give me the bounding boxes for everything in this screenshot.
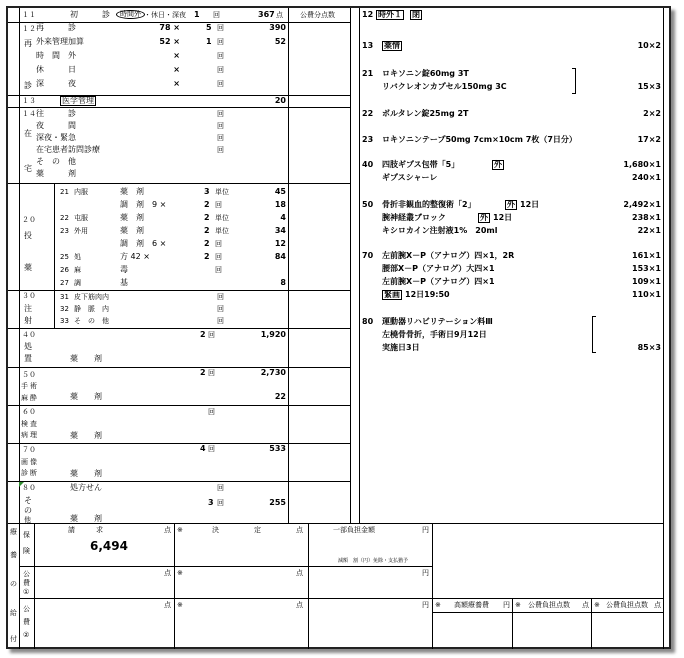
- divider: [8, 481, 350, 482]
- row20-points: 18: [274, 200, 286, 209]
- row30-label: 皮下筋肉内: [74, 293, 109, 301]
- row20-label: 麻: [74, 266, 81, 274]
- seikyu-ten: 点: [164, 526, 171, 534]
- row20-points: 8: [280, 278, 286, 287]
- row11-code: １１: [22, 11, 36, 19]
- kohi1-2: ①: [23, 588, 30, 596]
- row12-unit: 回: [217, 24, 224, 32]
- kohi-futan2-ten: 点: [654, 601, 661, 609]
- row11-points: 367: [258, 10, 275, 19]
- row20-count: 2: [204, 252, 210, 261]
- row11-pt: 点: [276, 11, 283, 19]
- row30-label: そ の 他: [74, 317, 109, 325]
- entry50-box2: 外: [480, 213, 488, 222]
- row11-sub: ・休日・深夜: [144, 11, 186, 19]
- row20-unit: 単位: [215, 214, 229, 222]
- entry70-qty-1: 153×1: [632, 264, 661, 273]
- row12-label: 時 間 外: [36, 51, 76, 60]
- divider: [8, 443, 350, 444]
- row20-points: 45: [274, 187, 286, 196]
- entry40-line-0: 四肢ギプス包帯「5」: [382, 160, 460, 169]
- row20-label: 外用: [74, 227, 88, 235]
- entry50-line-1: 腕神経叢ブロック: [382, 213, 446, 222]
- row12-points: 52: [274, 37, 286, 46]
- row12-count: 1: [206, 37, 212, 46]
- row20-sub: 25: [60, 253, 69, 261]
- row20-unit: 回: [215, 253, 222, 261]
- row20-unit: 回: [215, 266, 222, 274]
- divider: [8, 523, 663, 524]
- entry21-qty: 15×3: [637, 82, 661, 91]
- row50-group-2: 麻: [21, 394, 28, 402]
- side-4: 付: [10, 635, 17, 643]
- ichibu-en: 円: [422, 526, 429, 534]
- seikyu-label: 請 求: [68, 526, 103, 534]
- entry50-tail2: 12日: [493, 213, 513, 222]
- kohi-futan1-ten: 点: [582, 601, 589, 609]
- row12-unit: 回: [217, 80, 224, 88]
- row20-count: 2: [204, 226, 210, 235]
- row40-count: 2: [200, 330, 206, 339]
- entry80-line-0: 運動器リハビリテーション料Ⅲ: [382, 317, 493, 326]
- entry70-line-2: 左前腕X－P（アナログ）四×1: [382, 277, 495, 286]
- row30-sub: 32: [60, 305, 69, 313]
- side-1: 養: [10, 551, 17, 559]
- entry22-qty: 2×2: [643, 109, 661, 118]
- row13-points: 20: [274, 96, 286, 105]
- entry50-code: 50: [362, 200, 374, 209]
- row80-count2: 3: [208, 498, 214, 507]
- entry70-qty-2: 109×1: [632, 277, 661, 286]
- entry23-qty: 17×2: [637, 135, 661, 144]
- row40-group-1: 置: [24, 354, 32, 363]
- row20-unit: 回: [215, 201, 222, 209]
- row70-unit: 回: [208, 445, 215, 453]
- row12-unit: 回: [217, 52, 224, 60]
- kohi1-en: 円: [422, 569, 429, 577]
- row50-drug-points: 22: [274, 392, 286, 401]
- row20-label: 屯服: [74, 214, 88, 222]
- row60-drug: 薬 剤: [70, 431, 102, 440]
- row20-item: 薬 剤: [120, 187, 144, 196]
- row20-label: 内服: [74, 188, 88, 196]
- entry13-box: 薬情: [384, 41, 400, 50]
- entry50-box1: 外: [507, 200, 515, 209]
- row60-group-3: 理: [30, 431, 37, 439]
- row14-group-3: 宅: [24, 164, 32, 173]
- row70-group-3: 断: [30, 469, 37, 477]
- row30-code: ３０: [22, 292, 36, 300]
- entry40-box: 外: [494, 160, 502, 169]
- entry70-box: 緊画: [384, 290, 400, 299]
- row20-item: 薬 剤: [120, 226, 144, 235]
- row20-points: 4: [280, 213, 286, 222]
- entry40-code: 40: [362, 160, 374, 169]
- total-points: 6,494: [90, 539, 128, 553]
- row50-group-3: 酔: [30, 394, 37, 402]
- row70-group-1: 像: [30, 458, 37, 466]
- kohi1-kome: ※: [177, 569, 183, 577]
- row40-code: ４０: [22, 331, 36, 339]
- kogaku-kome: ※: [435, 601, 441, 609]
- entry13-qty: 10×2: [637, 41, 661, 50]
- row40-points: 1,920: [260, 330, 286, 339]
- gengaku-label: 減額 割（円）免除・支払猶予: [338, 558, 409, 564]
- row12-label: 再 診: [36, 23, 76, 32]
- hoken-0: 保: [23, 531, 30, 539]
- entry50-line-2: キシロカイン注射液1% 20ml: [382, 226, 498, 235]
- row50-code: ５０: [22, 371, 36, 379]
- entry12-code: 12: [362, 10, 374, 19]
- divider: [34, 523, 35, 649]
- divider: [8, 328, 350, 329]
- row80-unit: 回: [217, 484, 224, 492]
- divider: [54, 290, 55, 328]
- side-0: 療: [10, 528, 17, 536]
- entry13-code: 13: [362, 41, 374, 50]
- entry70-qty-0: 161×1: [632, 251, 661, 260]
- entry21-line-1: リバクレオンカプセル150mg 3C: [382, 82, 507, 91]
- entry50-qty-0: 2,492×1: [623, 200, 661, 209]
- row30-unit: 回: [217, 305, 224, 313]
- row20-sub: 21: [60, 188, 69, 196]
- row14-label: 薬 剤: [36, 169, 76, 178]
- kettei-ten: 点: [296, 526, 303, 534]
- row14-label: 在宅患者訪問診療: [36, 145, 100, 154]
- row50-unit: 回: [208, 369, 215, 377]
- row80-group-0: そ: [24, 496, 32, 505]
- kohi2-kome: ※: [177, 601, 183, 609]
- row80-group-2: 他: [24, 516, 31, 524]
- row80-group-1: の: [24, 506, 32, 515]
- row20-item: 方 42 ×: [120, 252, 150, 261]
- side-2: の: [10, 580, 17, 588]
- divider: [432, 612, 663, 613]
- row20-unit: 単位: [215, 188, 229, 196]
- row12-group-0: 再: [24, 39, 32, 48]
- row12-label: 深 夜: [36, 79, 76, 88]
- kohi2-en: 円: [422, 601, 429, 609]
- row20-item: 毒: [120, 265, 128, 274]
- row12-points: 390: [269, 23, 286, 32]
- row70-drug: 薬 剤: [70, 469, 102, 478]
- entry70-line-1: 腰部X－P（アナログ）大四×1: [382, 264, 495, 273]
- row11-count: 1: [194, 10, 200, 19]
- kettei-label: 決 定: [212, 526, 261, 534]
- row50-count: 2: [200, 368, 206, 377]
- row30-group-1: 射: [24, 316, 32, 325]
- kettei-kome: ※: [177, 526, 183, 534]
- receipt-frame: [6, 6, 671, 649]
- kogaku-label: 高額療養費: [454, 601, 489, 609]
- entry40-qty-0: 1,680×1: [623, 160, 661, 169]
- row14-label: 夜 間: [36, 121, 76, 130]
- row30-unit: 回: [217, 293, 224, 301]
- row70-count: 4: [200, 444, 206, 453]
- row50-group-1: 術: [30, 382, 37, 390]
- row20-item: 基: [120, 278, 128, 287]
- entry50-tail1: 12日: [520, 200, 540, 209]
- row12-label: 外来管理加算: [36, 37, 84, 46]
- entry40-qty-1: 240×1: [632, 173, 661, 182]
- kohi1-ten2: 点: [296, 569, 303, 577]
- row12-group-4: 診: [24, 81, 32, 90]
- row30-label: 静 脈 内: [74, 305, 109, 313]
- hoken-1: 険: [23, 547, 30, 555]
- row12-mult: 78 ×: [159, 23, 180, 32]
- row12-label: 休 日: [36, 65, 76, 74]
- row14-label: 往 診: [36, 109, 76, 118]
- row20-item: 調 剤 6 ×: [120, 239, 167, 248]
- row20-unit: 回: [215, 240, 222, 248]
- divider: [8, 405, 350, 406]
- row20-code: ２０: [22, 216, 36, 224]
- side-3: 給: [10, 609, 17, 617]
- row20-group-2: 薬: [24, 263, 32, 272]
- row20-unit: 単位: [215, 227, 229, 235]
- kohi2-1: 費: [23, 618, 30, 626]
- row14-code: １４: [22, 110, 36, 118]
- entry12-box: 閉: [412, 10, 420, 19]
- row20-points: 34: [274, 226, 286, 235]
- row30-group-0: 注: [24, 304, 32, 313]
- entry50-line-0: 骨折非観血的整復術「2」: [382, 200, 476, 209]
- entry70-code: 70: [362, 251, 374, 260]
- divider: [19, 566, 432, 567]
- row12-mult: ×: [173, 79, 180, 88]
- row20-count: 2: [204, 239, 210, 248]
- row20-sub: 22: [60, 214, 69, 222]
- entry22-code: 22: [362, 109, 374, 118]
- divider: [19, 598, 663, 599]
- divider: [19, 8, 20, 523]
- entry50-qty-2: 22×1: [637, 226, 661, 235]
- divider: [512, 598, 513, 649]
- row40-drug: 薬 剤: [70, 354, 102, 363]
- entry23-code: 23: [362, 135, 374, 144]
- row40-group-0: 処: [24, 342, 32, 351]
- row12-mult: ×: [173, 51, 180, 60]
- kohi2-2: ②: [23, 631, 30, 639]
- row30-sub: 33: [60, 317, 69, 325]
- row13-label: 医学管理: [62, 96, 94, 105]
- divider: [19, 523, 20, 649]
- row80-code: ８０: [22, 484, 36, 492]
- row11-unit: 回: [213, 11, 220, 19]
- divider: [8, 183, 350, 184]
- row60-group-1: 査: [30, 420, 37, 428]
- row14-group-0: 在: [24, 129, 32, 138]
- row14-label: 深夜・緊急: [36, 133, 76, 142]
- row12-unit: 回: [217, 66, 224, 74]
- divider: [8, 367, 350, 368]
- kohi1-ten: 点: [164, 569, 171, 577]
- row12-code: １２: [22, 25, 36, 33]
- row80-drug: 薬 剤: [70, 514, 102, 523]
- entry12-text: 時外１: [378, 10, 402, 19]
- divider: [8, 107, 350, 108]
- row40-unit: 回: [208, 331, 215, 339]
- entry21-line-0: ロキソニン錠60mg 3T: [382, 69, 469, 78]
- entry40-line-1: ギプスシャーレ: [382, 173, 438, 182]
- row60-unit: 回: [208, 408, 215, 416]
- row20-count: 2: [204, 213, 210, 222]
- row12-mult: ×: [173, 65, 180, 74]
- row60-group-0: 検: [21, 420, 28, 428]
- entry70-qty-3: 110×1: [632, 290, 661, 299]
- divider: [174, 523, 175, 649]
- row30-sub: 31: [60, 293, 69, 301]
- row60-group-2: 病: [21, 431, 28, 439]
- kohi-futan2-kome: ※: [594, 601, 600, 609]
- divider: [54, 183, 55, 290]
- row20-group-0: 投: [24, 231, 32, 240]
- kohi1-1: 費: [23, 579, 30, 587]
- row50-points: 2,730: [260, 368, 286, 377]
- kohi-futan2-label: 公費負担点数: [606, 601, 648, 609]
- row80-label: 処方せん: [70, 483, 102, 492]
- kohi2-0: 公: [23, 605, 30, 613]
- entry80-code: 80: [362, 317, 374, 326]
- row13-code: １３: [22, 97, 36, 105]
- entry50-qty-1: 238×1: [632, 213, 661, 222]
- divider: [663, 8, 664, 649]
- row14-unit: 回: [217, 122, 224, 130]
- divider: [432, 523, 433, 649]
- kohi-futan1-kome: ※: [515, 601, 521, 609]
- row70-points: 533: [269, 444, 286, 453]
- row20-sub: 27: [60, 279, 69, 287]
- entry80-line-2: 実施日3日: [382, 343, 420, 352]
- row70-group-2: 診: [21, 469, 28, 477]
- row30-unit: 回: [217, 317, 224, 325]
- divider: [359, 8, 360, 523]
- entry80-line-1: 左橈骨骨折，手術日9月12日: [382, 330, 487, 339]
- row20-sub: 23: [60, 227, 69, 235]
- kohi2-ten: 点: [164, 601, 171, 609]
- row60-code: ６０: [22, 408, 36, 416]
- entry70-tail: 12日19:50: [405, 290, 450, 299]
- row70-code: ７０: [22, 446, 36, 454]
- divider: [288, 8, 289, 523]
- divider: [8, 290, 350, 291]
- row70-group-0: 画: [21, 458, 28, 466]
- entry70-line-0: 左前腕X－P（アナログ）四×1，2R: [382, 251, 515, 260]
- row20-count: 3: [204, 187, 210, 196]
- divider: [308, 523, 309, 649]
- kogaku-en: 円: [503, 601, 510, 609]
- row20-count: 2: [204, 200, 210, 209]
- row14-label: そ の 他: [36, 157, 76, 166]
- kohi-futan1-label: 公費負担点数: [528, 601, 570, 609]
- row14-unit: 回: [217, 146, 224, 154]
- entry21-code: 21: [362, 69, 374, 78]
- row14-unit: 回: [217, 110, 224, 118]
- row12-count: 5: [206, 23, 212, 32]
- row11-oval: 時間外: [116, 10, 145, 19]
- entry23-line-0: ロキソニンテープ50mg 7cm×10cm 7枚（7日分）: [382, 135, 577, 144]
- row20-item: 薬 剤: [120, 213, 144, 222]
- row20-item: 調 剤 9 ×: [120, 200, 167, 209]
- row20-label: 処: [74, 253, 81, 261]
- kohi1-0: 公: [23, 570, 30, 578]
- divider: [591, 598, 592, 649]
- col2-header: 公費分点数: [300, 11, 335, 19]
- row80-unit2: 回: [217, 499, 224, 507]
- entry80-qty: 85×3: [637, 343, 661, 352]
- row11-label: 初 診: [70, 10, 110, 19]
- row12-unit: 回: [217, 38, 224, 46]
- row20-points: 84: [274, 252, 286, 261]
- row80-points2: 255: [269, 498, 286, 507]
- row20-sub: 26: [60, 266, 69, 274]
- row20-points: 12: [274, 239, 286, 248]
- ichibu-label: 一部負担金額: [333, 526, 375, 534]
- row20-label: 調: [74, 279, 81, 287]
- row50-group-0: 手: [21, 382, 28, 390]
- entry22-line-0: ボルタレン錠25mg 2T: [382, 109, 469, 118]
- row50-drug: 薬 剤: [70, 392, 102, 401]
- kohi2-ten2: 点: [296, 601, 303, 609]
- row12-mult: 52 ×: [159, 37, 180, 46]
- divider: [350, 8, 351, 523]
- row14-unit: 回: [217, 134, 224, 142]
